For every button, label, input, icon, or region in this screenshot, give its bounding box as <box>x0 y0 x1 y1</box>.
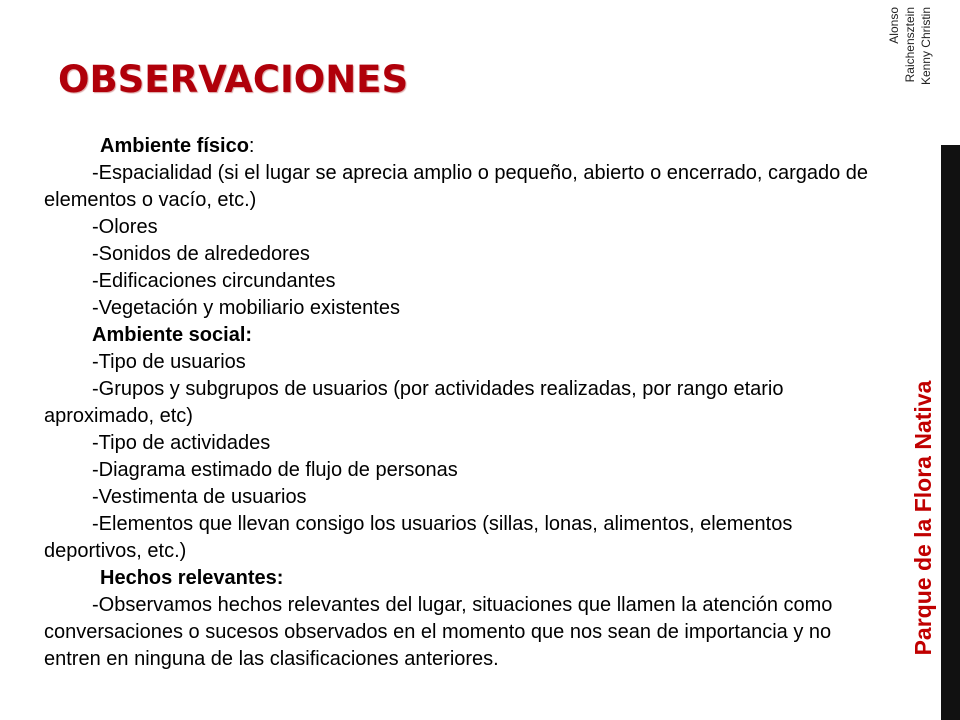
list-item: -Vestimenta de usuarios <box>92 486 307 508</box>
list-item: -Tipo de usuarios <box>92 351 246 373</box>
section-heading-facts: Hechos relevantes: <box>100 567 284 589</box>
list-item: -Tipo de actividades <box>92 432 271 454</box>
side-title-text: Parque de la Flora Nativa <box>910 380 936 656</box>
side-title <box>910 329 936 707</box>
author-names <box>886 8 942 116</box>
list-item: -Elementos que llevan consigo los usuarios (sillas, lonas, alimentos, elementos deportivos, etc.) <box>44 513 793 562</box>
section-heading-label: Ambiente físico <box>100 135 249 157</box>
author-name: Kenny Christin <box>919 7 933 86</box>
list-item: -Sonidos de alrededores <box>92 243 310 265</box>
side-bar <box>941 145 960 720</box>
author-name: Alonso <box>887 7 901 44</box>
slide-title: OBSERVACIONES <box>58 58 409 101</box>
list-item: -Observamos hechos relevantes del lugar, situaciones que llamen la atención como conversaciones o sucesos observados en el momento que nos sean de importancia y no entren en ninguna de las clasificaciones anteriores. <box>44 594 833 670</box>
list-item: -Espacialidad (si el lugar se aprecia amplio o pequeño, abierto o encerrado, cargado de elementos o vacío, etc.) <box>44 162 869 211</box>
list-item: -Edificaciones circundantes <box>92 270 336 292</box>
list-item: -Diagrama estimado de flujo de personas <box>92 459 458 481</box>
section-heading-social: Ambiente social: <box>92 324 253 346</box>
list-item: -Vegetación y mobiliario existentes <box>92 297 400 319</box>
section-heading-colon: : <box>248 135 255 157</box>
slide-body <box>44 133 884 673</box>
section-heading-physical <box>44 133 884 160</box>
list-item: -Grupos y subgrupos de usuarios (por actividades realizadas, por rango etario aproximado, etc) <box>44 378 784 427</box>
list-item: -Olores <box>92 216 158 238</box>
author-name: Raichensztein <box>903 7 917 83</box>
